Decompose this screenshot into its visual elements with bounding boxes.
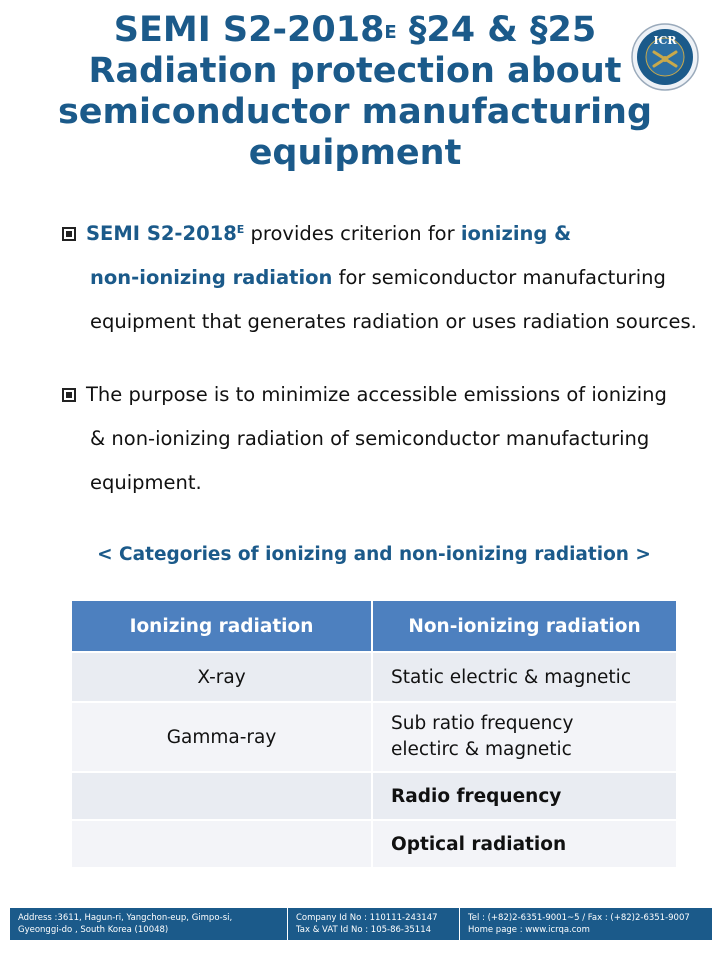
icr-logo [630, 22, 700, 92]
bullet-criterion: SEMI $S2-2018^E$ provides criterion for ionizing & non-ionizing radiation for semiconductor manufacturing equipment that generates radiation or uses radiation sources. [62, 212, 702, 344]
table-row: Optical radiation [72, 821, 676, 869]
title-line-3: semiconductor manufacturing [57, 92, 653, 132]
table-header-row [72, 601, 676, 653]
column-header-non-ionizing: Non-ionizing radiation [408, 615, 641, 637]
footer-bar [10, 908, 712, 940]
square-bullet-icon [62, 388, 76, 402]
table-caption: < Categories of ionizing and non-ionizing radiation > [97, 544, 651, 565]
title-line-1: SEMI $S2-2018^E$ §24 & §25 [113, 10, 597, 50]
table-row: Gamma-ray Sub ratio frequency electirc & magnetic [72, 703, 676, 773]
footer-company-ids: Company Id No : 110111-243147 Tax & VAT Id No : 105-86-35114 [288, 908, 460, 940]
page-title [40, 10, 670, 174]
footer-address: Address :3611, Hagun-ri, Yangchon-eup, Gimpo-si, Gyeonggi-do , South Korea (10048) [10, 908, 288, 940]
title-line-2: Radiation protection about [88, 51, 622, 91]
title-line-4: equipment [248, 133, 462, 173]
table-row: Radio frequency [72, 773, 676, 821]
logo-text: ICR [653, 34, 677, 47]
radiation-categories-table [72, 601, 676, 869]
bullet-purpose: The purpose is to minimize accessible emissions of ionizing & non-ionizing radiation of semiconductor manufacturing equipment. [62, 373, 702, 505]
column-header-ionizing: Ionizing radiation [72, 601, 373, 651]
table-row: X-ray Static electric & magnetic [72, 653, 676, 703]
footer-contact: Tel : (+82)2-6351-9001~5 / Fax : (+82)2-6351-9007 Home page : www.icrqa.com [468, 913, 690, 935]
square-bullet-icon [62, 227, 76, 241]
